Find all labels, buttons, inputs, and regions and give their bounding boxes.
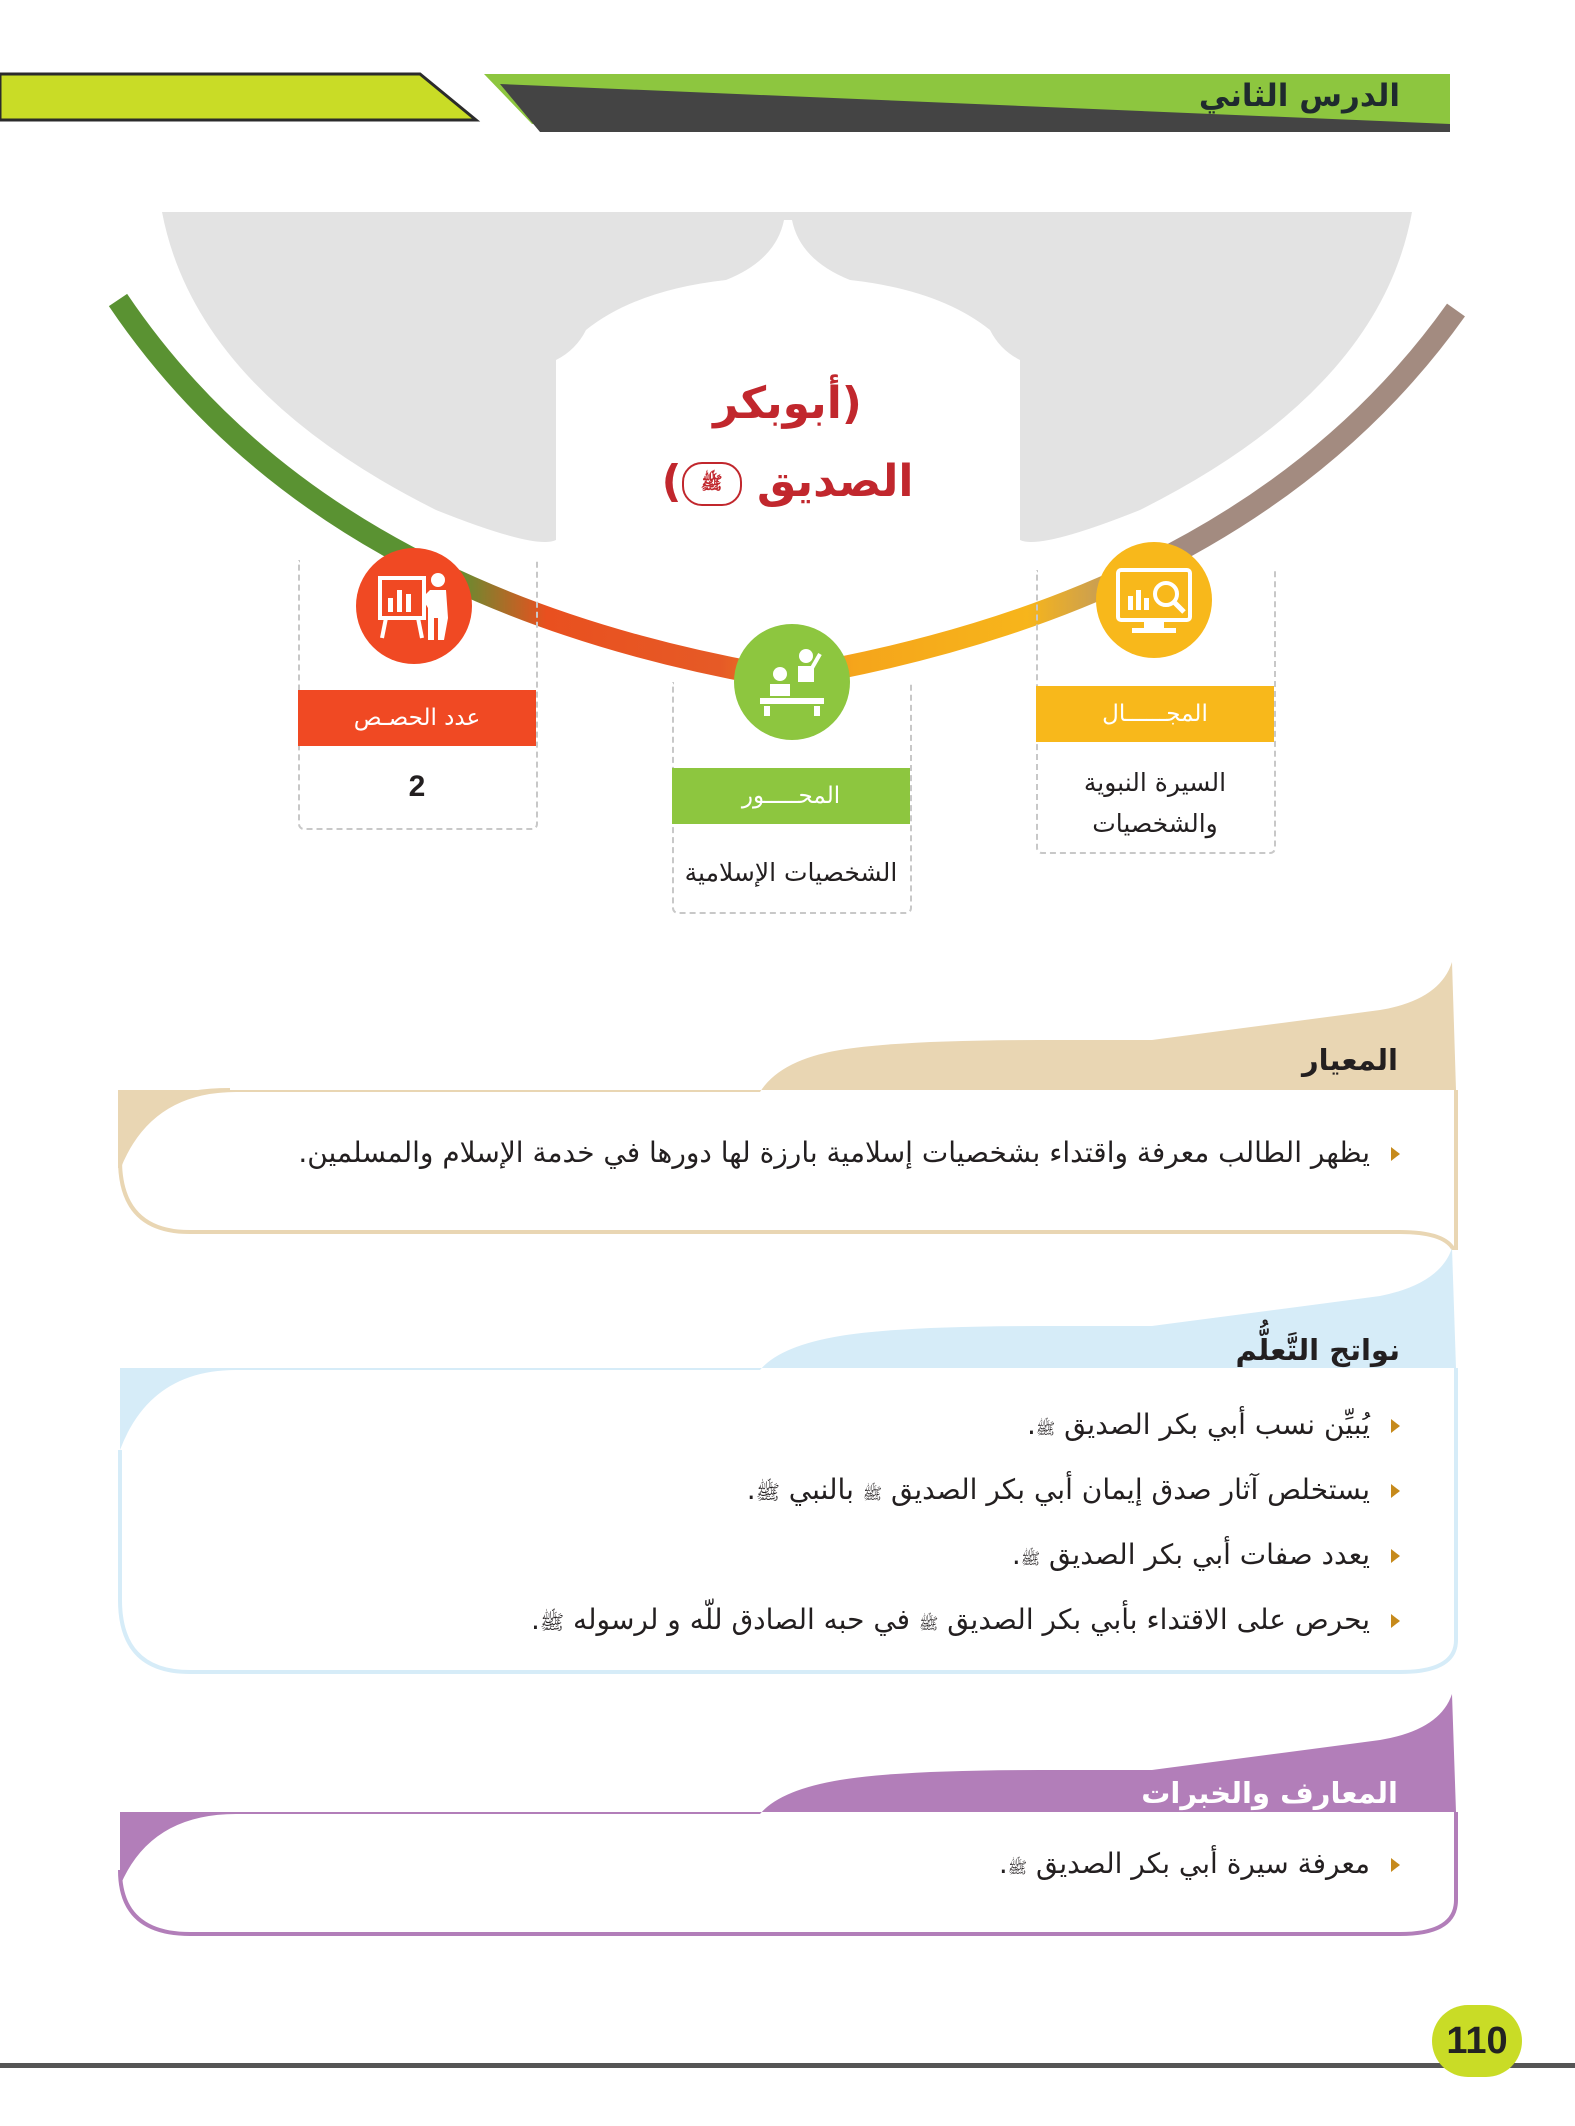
standard-title: المعيار xyxy=(1301,1043,1398,1077)
standard-frame xyxy=(0,950,1575,1250)
presentation-icon xyxy=(356,548,472,664)
axis-circle xyxy=(734,624,850,740)
header-yellow-tab xyxy=(0,74,476,120)
bullet-arrow-icon xyxy=(1391,1484,1400,1498)
lesson-label: الدرس الثاني xyxy=(1198,78,1400,114)
honorific-icon: ﷺ xyxy=(1007,1858,1028,1877)
field-label: المجــــــال xyxy=(1036,686,1274,742)
knowledge-title: المعارف والخبرات xyxy=(1141,1776,1398,1810)
standard-list xyxy=(298,1122,1400,1183)
honorific-icon: ﷺ xyxy=(918,1614,939,1633)
hero-title-line2 xyxy=(0,456,1575,507)
hero-title-paren: ) xyxy=(661,456,682,507)
header-band xyxy=(0,0,1575,140)
honorific-icon: ﷺ xyxy=(862,1484,883,1503)
bullet-arrow-icon xyxy=(1391,1614,1400,1628)
list-item: يحرص على الاقتداء بأبي بكر الصديق ﷺ في حبه الصادق للّه و لرسوله ﷺ. xyxy=(531,1589,1400,1654)
list-item: يعدد صفات أبي بكر الصديق ﷺ. xyxy=(531,1524,1400,1589)
hero-title-word: الصديق xyxy=(756,456,914,507)
honorific-icon: ﷺ xyxy=(1035,1419,1056,1438)
honorific-icon: ﷺ xyxy=(539,1610,565,1634)
hero-title-line1: (أبوبكر xyxy=(713,378,862,429)
axis-label: المحـــــور xyxy=(672,768,910,824)
honorific-icon: ﷺ xyxy=(1020,1549,1041,1568)
analytics-monitor-icon xyxy=(1096,542,1212,658)
standard-item-text: يظهر الطالب معرفة واقتداء بشخصيات إسلامية بارزة لها دورها في خدمة الإسلام والمسلمين. xyxy=(298,1136,1370,1169)
field-circle xyxy=(1096,542,1212,658)
knowledge-frame xyxy=(0,1690,1575,1950)
axis-value: الشخصيات الإسلامية xyxy=(684,858,898,887)
outcomes-title: نواتج التَّعلُّم xyxy=(1235,1333,1400,1367)
periods-value: 2 xyxy=(408,770,426,803)
classroom-icon xyxy=(734,624,850,740)
field-value-line2: والشخصيات xyxy=(1092,809,1218,838)
bullet-arrow-icon xyxy=(1391,1858,1400,1872)
periods-circle xyxy=(356,548,472,664)
list-item: يستخلص آثار صدق إيمان أبي بكر الصديق ﷺ بالنبي ﷺ. xyxy=(531,1459,1400,1524)
list-item: معرفة سيرة أبي بكر الصديق ﷺ. xyxy=(999,1833,1400,1898)
page-number: 110 xyxy=(1432,2005,1522,2077)
footer-rule xyxy=(0,2063,1575,2068)
knowledge-list xyxy=(999,1833,1400,1898)
bullet-arrow-icon xyxy=(1391,1419,1400,1433)
bullet-arrow-icon xyxy=(1391,1147,1400,1161)
honorific-icon: ﷺ xyxy=(755,1480,780,1504)
periods-label: عدد الحصـص xyxy=(298,690,536,746)
list-item xyxy=(298,1122,1400,1183)
bullet-arrow-icon xyxy=(1391,1549,1400,1563)
field-value xyxy=(1036,762,1274,844)
honorific-glyph: ﷺ xyxy=(682,462,742,506)
list-item: يُبيِّن نسب أبي بكر الصديق ﷺ. xyxy=(531,1394,1400,1459)
outcomes-list xyxy=(531,1394,1400,1654)
field-value-line1: السيرة النبوية xyxy=(1083,768,1227,797)
